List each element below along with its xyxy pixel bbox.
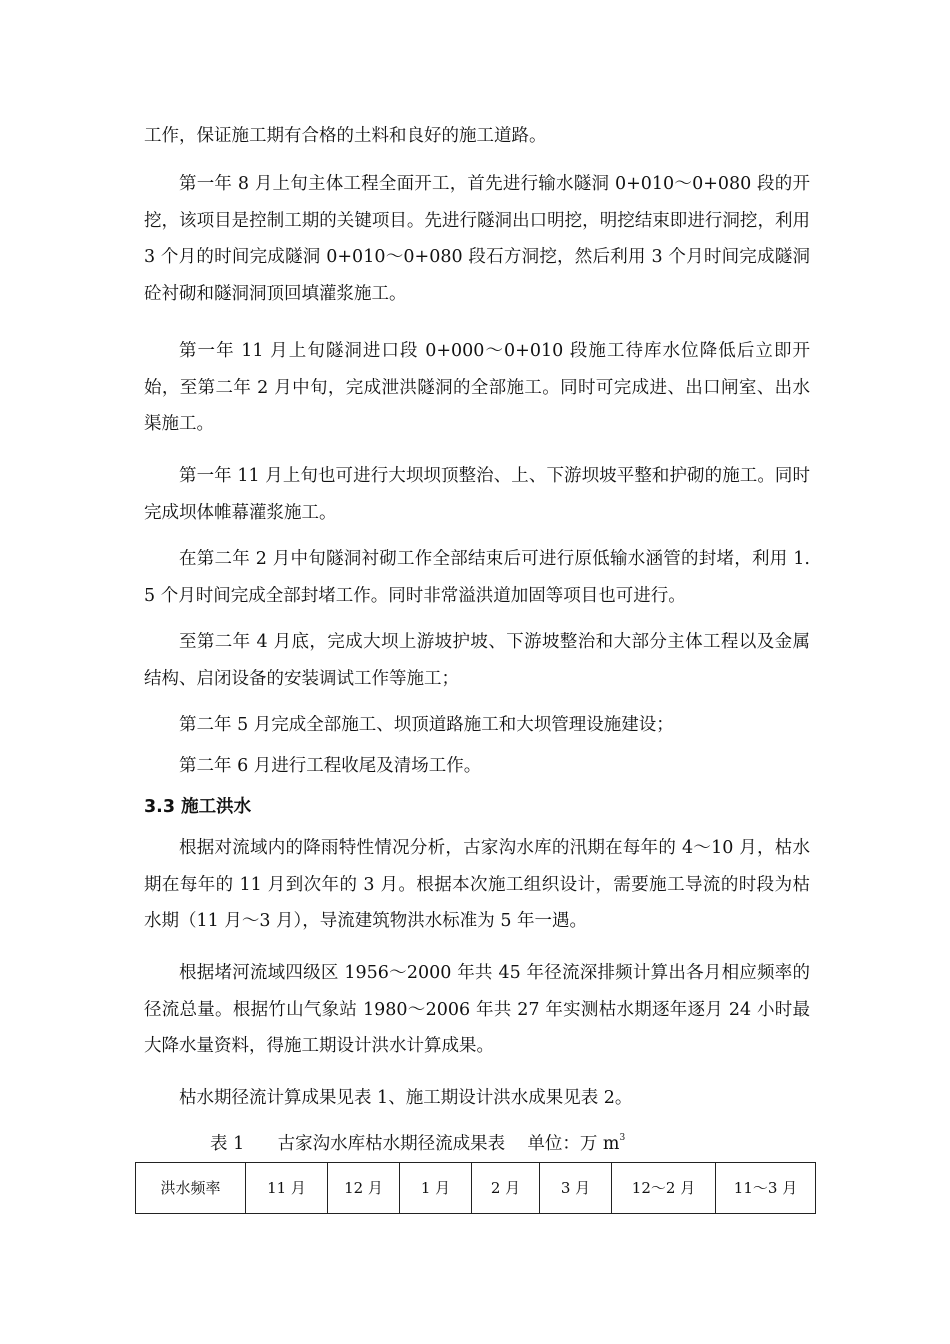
table-header-cell: 11 月 (246, 1163, 328, 1214)
paragraph-4: 第一年 11 月上旬也可进行大坝坝顶整治、上、下游坝坡平整和护砌的施工。同时完成坝体帷幕灌浆施工。 (144, 466, 810, 523)
table-caption-title: 古家沟水库枯水期径流成果表 (277, 1134, 506, 1154)
paragraph-2: 第一年 8 月上旬主体工程全面开工，首先进行输水隧洞 0+010～0+080 段的开挖，该项目是控制工期的关键项目。先进行隧洞出口明挖，明挖结束即进行洞挖，利用 3 个月的时间完成隧洞 0+010～0+080 段石方洞挖，然后利用 3 个月时间完成隧洞砼衬砌和隧洞洞顶回填灌浆施工。 (144, 174, 810, 304)
section-paragraph-3: 枯水期径流计算成果见表 1、施工期设计洪水成果见表 2。 (179, 1088, 633, 1108)
paragraph-3: 第一年 11 月上旬隧洞进口段 0+000～0+010 段施工待库水位降低后立即开始，至第二年 2 月中旬，完成泄洪隧洞的全部施工。同时可完成进、出口闸室、出水渠施工。 (144, 341, 810, 434)
table-header-cell: 1 月 (400, 1163, 472, 1214)
paragraph-5: 在第二年 2 月中旬隧洞衬砌工作全部结束后可进行原低输水涵管的封堵，利用 1.5 个月时间完成全部封堵工作。同时非常溢洪道加固等项目也可进行。 (144, 549, 810, 606)
table-caption-unit: 单位：万 m (527, 1134, 620, 1154)
table-header-cell: 3 月 (540, 1163, 612, 1214)
section-paragraph-1: 根据对流域内的降雨特性情况分析，古家沟水库的汛期在每年的 4～10 月，枯水期在每年的 11 月到次年的 3 月。根据本次施工组织设计，需要施工导流的时段为枯水期（11 月～3 月），导流建筑物洪水标准为 5 年一遇。 (144, 838, 810, 931)
table-header-cell: 洪水频率 (136, 1163, 246, 1214)
table-header-cell: 11～3 月 (716, 1163, 816, 1214)
table-header-cell: 2 月 (472, 1163, 540, 1214)
section-heading: 3.3 施工洪水 (144, 797, 252, 817)
table-caption-label: 表 1 (210, 1134, 245, 1154)
section-paragraph-2: 根据堵河流域四级区 1956～2000 年共 45 年径流深排频计算出各月相应频率的径流总量。根据竹山气象站 1980～2006 年共 27 年实测枯水期逐年逐月 24 小时最大降水量资料，得施工期设计洪水计算成果。 (144, 963, 810, 1056)
paragraph-8: 第二年 6 月进行工程收尾及清场工作。 (179, 756, 482, 776)
table-header-row (136, 1163, 816, 1214)
paragraph-7: 第二年 5 月完成全部施工、坝顶道路施工和大坝管理设施建设； (179, 715, 674, 735)
table-header-cell: 12 月 (328, 1163, 400, 1214)
table-caption (210, 1124, 625, 1158)
runoff-table (135, 1162, 816, 1214)
paragraph-6: 至第二年 4 月底，完成大坝上游坡护坡、下游坡整治和大部分主体工程以及金属结构、启闭设备的安装调试工作等施工； (144, 632, 810, 689)
paragraph-1: 工作，保证施工期有合格的土料和良好的施工道路。 (144, 126, 547, 146)
table-caption-unit-superscript: 3 (619, 1133, 626, 1143)
table-header-cell: 12～2 月 (612, 1163, 716, 1214)
